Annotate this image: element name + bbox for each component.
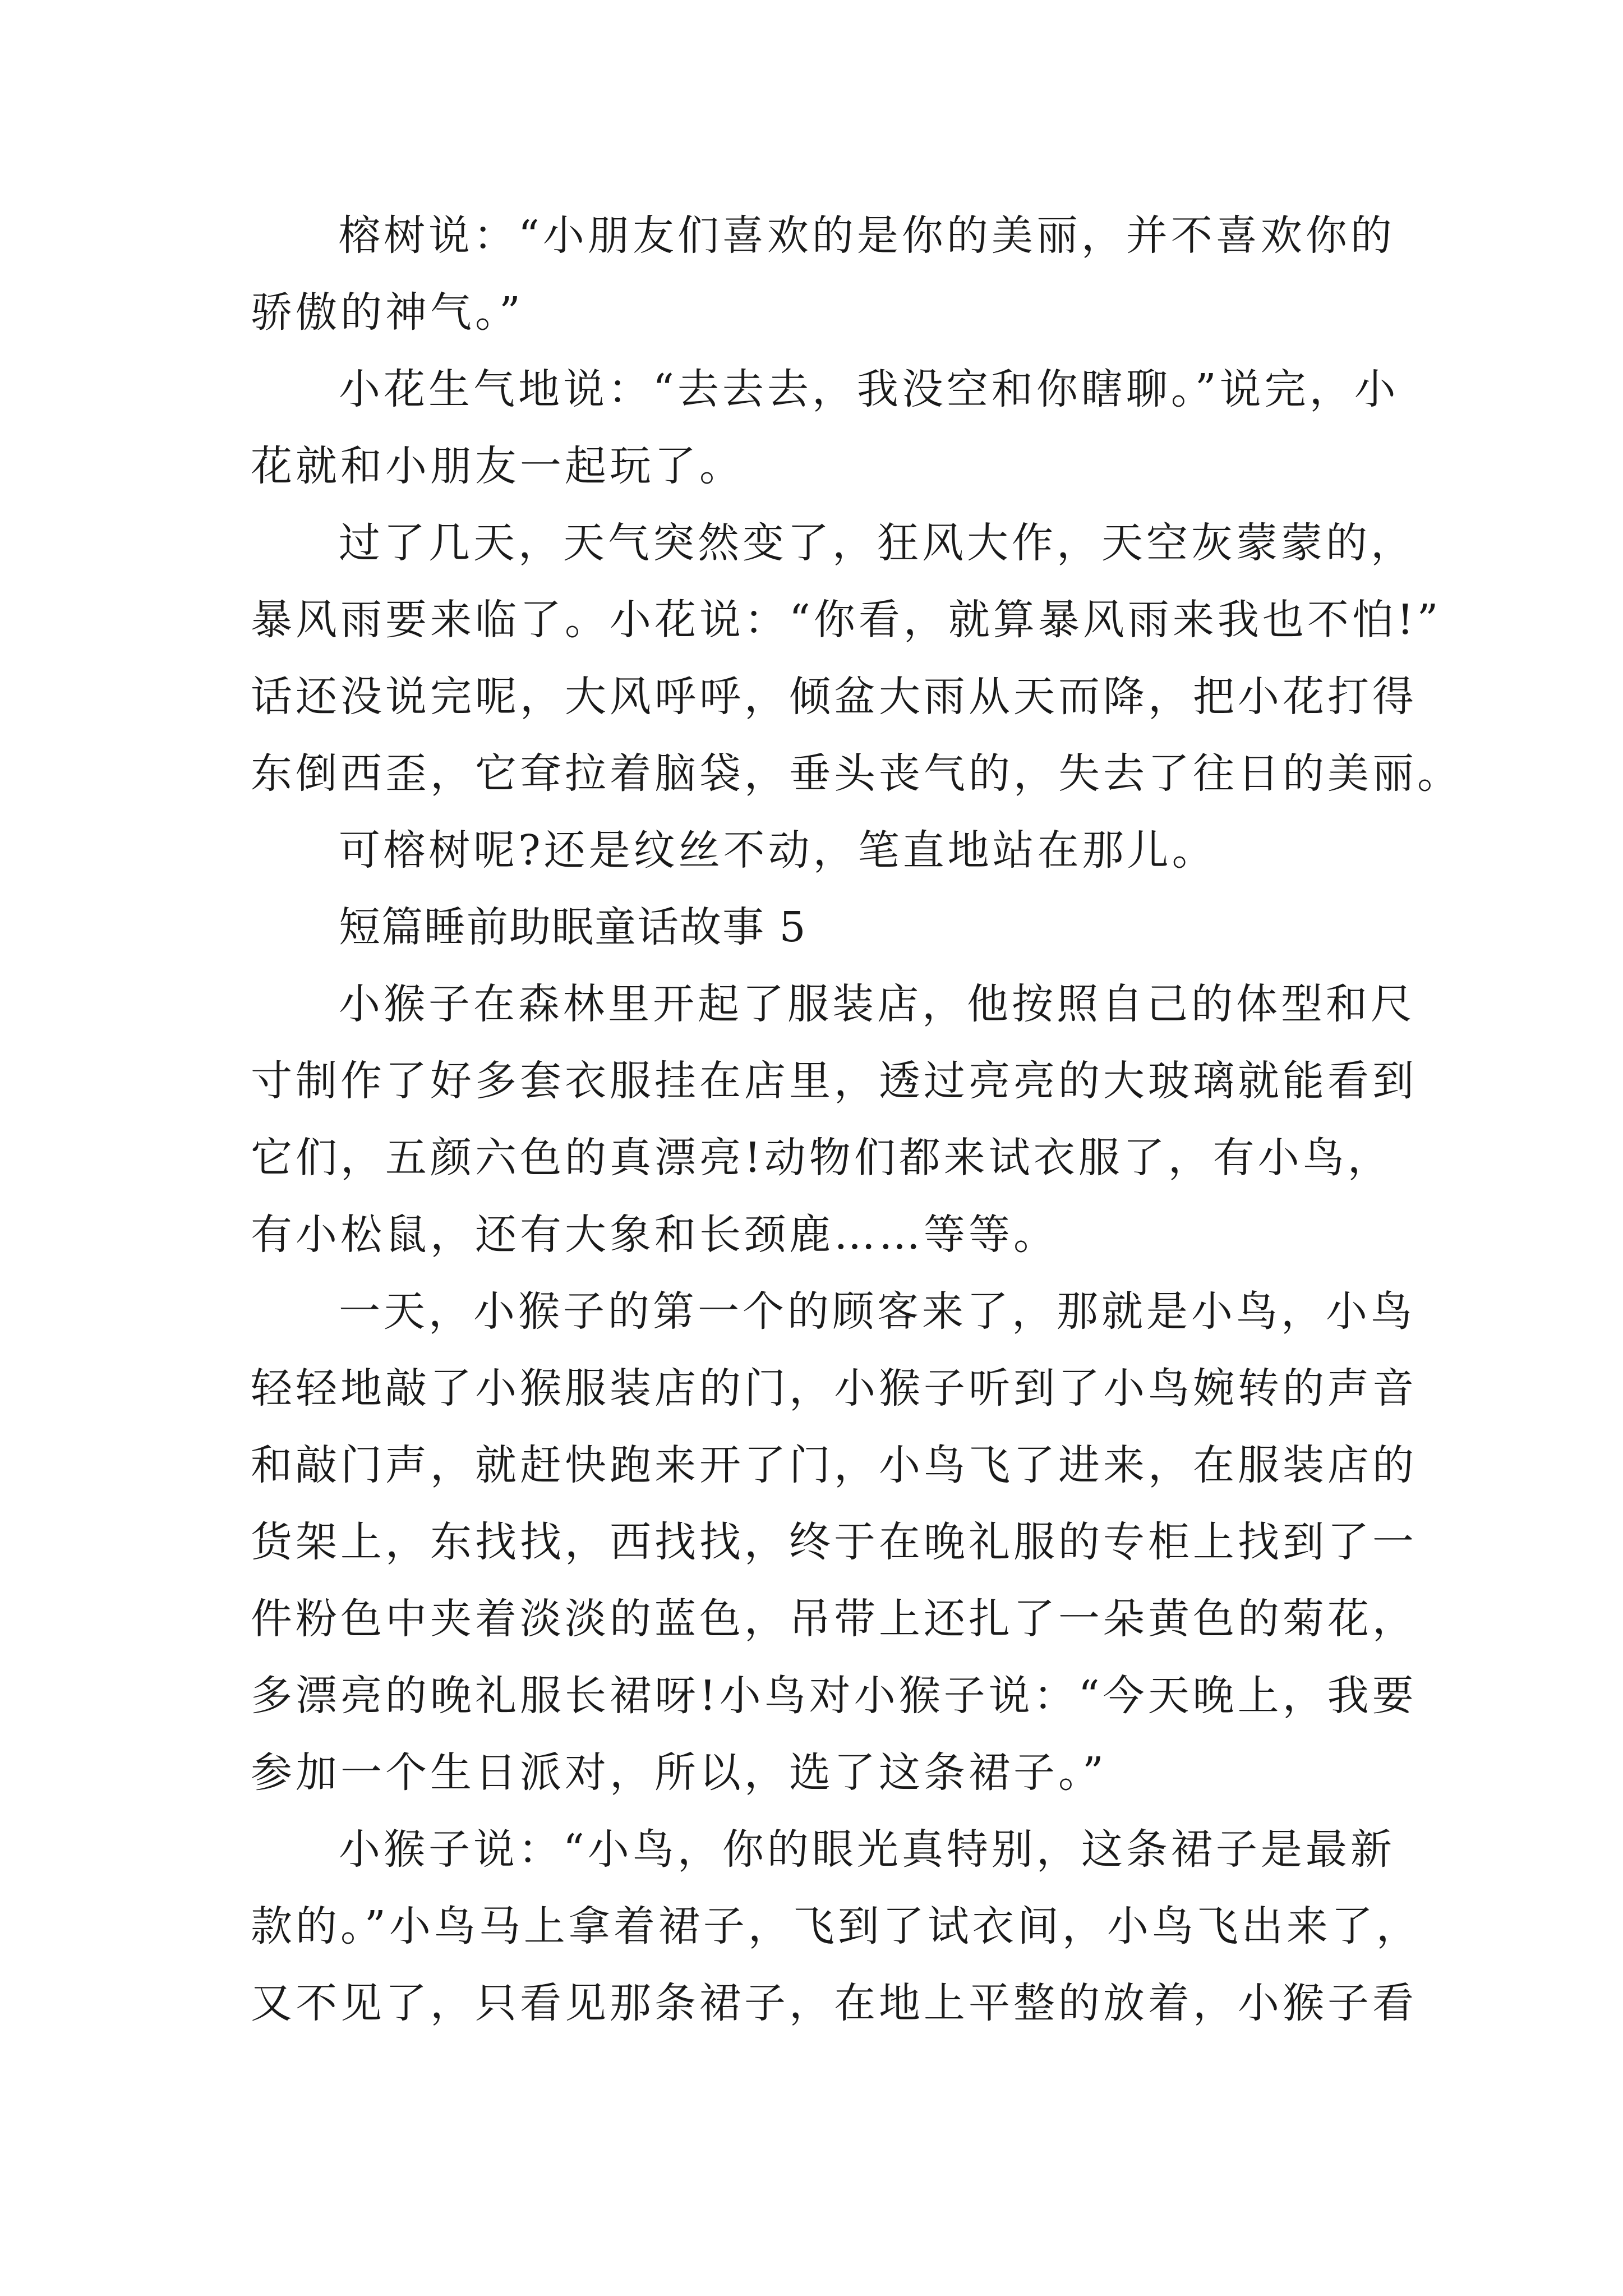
text-line: 小花生气地说：“去去去，我没空和你瞎聊。”说完，小	[339, 365, 1399, 413]
text-line: 款的。”小鸟马上拿着裙子，飞到了试衣间，小鸟飞出来了，	[251, 1902, 1421, 1950]
text-line: 参加一个生日派对，所以，选了这条裙子。”	[251, 1749, 1107, 1797]
text-line: 暴风雨要来临了。小花说：“你看，就算暴风雨来我也不怕!”	[251, 596, 1442, 644]
text-line: 花就和小朋友一起玩了。	[251, 442, 744, 490]
text-line: 又不见了，只看见那条裙子，在地上平整的放着，小猴子看	[251, 1979, 1417, 2027]
text-line: 和敲门声，就赶快跑来开了门，小鸟飞了进来，在服装店的	[251, 1441, 1417, 1489]
text-line: 寸制作了好多套衣服挂在店里，透过亮亮的大玻璃就能看到	[251, 1057, 1417, 1105]
text-line: 有小松鼠，还有大象和长颈鹿……等等。	[251, 1211, 1058, 1259]
text-line: 骄傲的神气。”	[251, 288, 524, 337]
text-line: 过了几天，天气突然变了，狂风大作，天空灰蒙蒙的，	[339, 519, 1415, 567]
text-line: 多漂亮的晚礼服长裙呀!小鸟对小猴子说：“今天晚上，我要	[251, 1672, 1417, 1720]
text-line: 件粉色中夹着淡淡的蓝色，吊带上还扎了一朵黄色的菊花，	[251, 1595, 1417, 1643]
text-line: 话还没说完呢，大风呼呼，倾盆大雨从天而降，把小花打得	[251, 673, 1417, 721]
text-line: 小猴子在森林里开起了服装店，他按照自己的体型和尺	[339, 980, 1415, 1028]
text-line: 一天，小猴子的第一个的顾客来了，那就是小鸟，小鸟	[339, 1287, 1415, 1336]
text-line: 榕树说：“小朋友们喜欢的是你的美丽，并不喜欢你的	[339, 211, 1395, 260]
text-line: 轻轻地敲了小猴服装店的门，小猴子听到了小鸟婉转的声音	[251, 1364, 1417, 1412]
section-heading: 短篇睡前助眠童话故事 5	[339, 903, 807, 951]
text-line: 货架上，东找找，西找找，终于在晚礼服的专柜上找到了一	[251, 1518, 1417, 1566]
text-line: 小猴子说：“小鸟，你的眼光真特别，这条裙子是最新	[339, 1825, 1395, 1874]
text-line: 可榕树呢?还是纹丝不动，笔直地站在那儿。	[339, 826, 1217, 875]
text-line: 东倒西歪，它耷拉着脑袋，垂头丧气的，失去了往日的美丽。	[251, 749, 1462, 798]
text-line: 它们，五颜六色的真漂亮!动物们都来试衣服了，有小鸟，	[251, 1134, 1393, 1182]
document-body	[251, 197, 1462, 2042]
